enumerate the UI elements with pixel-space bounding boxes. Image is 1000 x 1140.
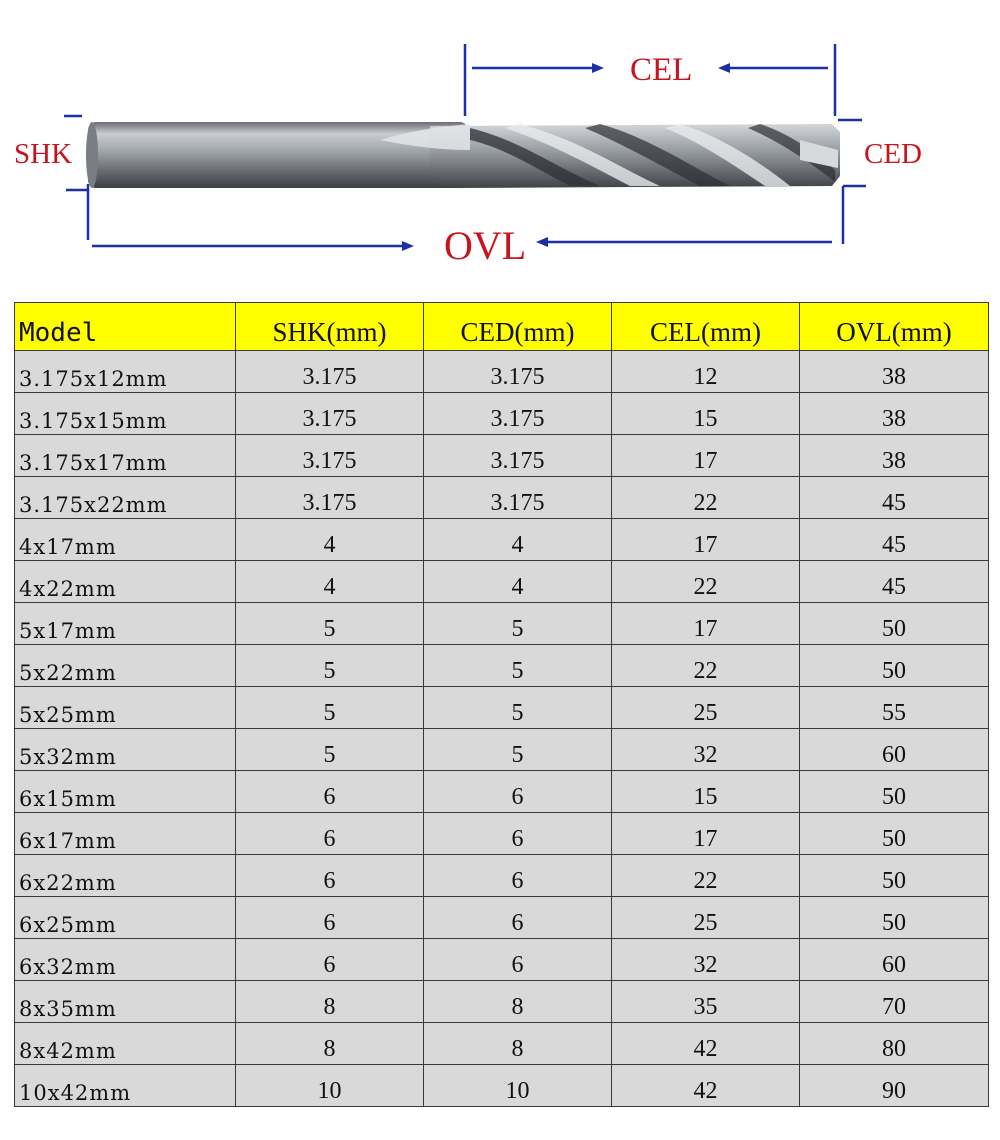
table-row xyxy=(15,1065,989,1107)
cell-shk: 4 xyxy=(236,561,424,603)
table-row xyxy=(15,897,989,939)
header-cel: CEL(mm) xyxy=(612,303,800,351)
cell-ced: 3.175 xyxy=(424,435,612,477)
cell-ovl: 50 xyxy=(800,645,989,687)
cell-shk: 6 xyxy=(236,897,424,939)
shk-label: SHK xyxy=(14,138,73,170)
cell-ced: 3.175 xyxy=(424,351,612,393)
cell-cel: 15 xyxy=(612,393,800,435)
cell-ced: 8 xyxy=(424,981,612,1023)
cell-shk: 8 xyxy=(236,981,424,1023)
header-ovl: OVL(mm) xyxy=(800,303,989,351)
cell-ovl: 70 xyxy=(800,981,989,1023)
table-row xyxy=(15,981,989,1023)
cell-ovl: 50 xyxy=(800,855,989,897)
cell-model: 6x17mm xyxy=(15,813,236,855)
cell-ced: 5 xyxy=(424,603,612,645)
cell-model: 3.175x22mm xyxy=(15,477,236,519)
cell-model: 8x42mm xyxy=(15,1023,236,1065)
cell-cel: 22 xyxy=(612,561,800,603)
cell-model: 4x22mm xyxy=(15,561,236,603)
cell-ovl: 60 xyxy=(800,939,989,981)
table-row xyxy=(15,771,989,813)
cell-ced: 8 xyxy=(424,1023,612,1065)
table-row xyxy=(15,855,989,897)
cell-ovl: 60 xyxy=(800,729,989,771)
cell-ovl: 38 xyxy=(800,393,989,435)
table-row xyxy=(15,603,989,645)
cell-cel: 15 xyxy=(612,771,800,813)
cell-ovl: 50 xyxy=(800,813,989,855)
cell-cel: 22 xyxy=(612,855,800,897)
cell-ced: 5 xyxy=(424,729,612,771)
cell-model: 6x15mm xyxy=(15,771,236,813)
cell-model: 5x17mm xyxy=(15,603,236,645)
cell-ovl: 50 xyxy=(800,771,989,813)
cell-ovl: 90 xyxy=(800,1065,989,1107)
table-row xyxy=(15,939,989,981)
tool-shank xyxy=(86,122,468,188)
cell-ced: 6 xyxy=(424,813,612,855)
table-header-row xyxy=(15,303,989,351)
cell-model: 5x25mm xyxy=(15,687,236,729)
cell-ovl: 50 xyxy=(800,603,989,645)
cell-shk: 4 xyxy=(236,519,424,561)
table-row xyxy=(15,561,989,603)
cell-cel: 42 xyxy=(612,1065,800,1107)
cell-cel: 17 xyxy=(612,519,800,561)
cell-cel: 25 xyxy=(612,687,800,729)
cell-model: 3.175x12mm xyxy=(15,351,236,393)
cell-cel: 17 xyxy=(612,603,800,645)
cell-ced: 6 xyxy=(424,771,612,813)
cell-model: 6x32mm xyxy=(15,939,236,981)
cell-ced: 5 xyxy=(424,687,612,729)
table-row xyxy=(15,729,989,771)
table-row xyxy=(15,645,989,687)
cell-shk: 6 xyxy=(236,813,424,855)
cell-ovl: 45 xyxy=(800,477,989,519)
cell-ced: 6 xyxy=(424,939,612,981)
header-model: Model xyxy=(15,303,236,351)
cell-model: 8x35mm xyxy=(15,981,236,1023)
cell-ovl: 55 xyxy=(800,687,989,729)
cell-shk: 3.175 xyxy=(236,351,424,393)
cell-shk: 5 xyxy=(236,603,424,645)
cell-cel: 22 xyxy=(612,477,800,519)
cell-shk: 5 xyxy=(236,729,424,771)
end-mill-diagram xyxy=(0,0,1000,285)
cell-ced: 6 xyxy=(424,897,612,939)
ovl-label: OVL xyxy=(444,223,527,268)
cell-shk: 3.175 xyxy=(236,393,424,435)
cell-cel: 35 xyxy=(612,981,800,1023)
cell-model: 5x22mm xyxy=(15,645,236,687)
cell-shk: 8 xyxy=(236,1023,424,1065)
header-ced: CED(mm) xyxy=(424,303,612,351)
cell-cel: 42 xyxy=(612,1023,800,1065)
table-row xyxy=(15,1023,989,1065)
cell-model: 4x17mm xyxy=(15,519,236,561)
cell-shk: 3.175 xyxy=(236,477,424,519)
table-row xyxy=(15,477,989,519)
table-row xyxy=(15,351,989,393)
cell-cel: 25 xyxy=(612,897,800,939)
cell-ovl: 38 xyxy=(800,351,989,393)
table-row xyxy=(15,435,989,477)
table-row xyxy=(15,687,989,729)
cell-ced: 3.175 xyxy=(424,393,612,435)
cell-model: 6x25mm xyxy=(15,897,236,939)
cell-ovl: 38 xyxy=(800,435,989,477)
cell-model: 10x42mm xyxy=(15,1065,236,1107)
cell-model: 6x22mm xyxy=(15,855,236,897)
cel-label: CEL xyxy=(630,52,693,88)
header-shk: SHK(mm) xyxy=(236,303,424,351)
cell-ced: 10 xyxy=(424,1065,612,1107)
cell-cel: 32 xyxy=(612,939,800,981)
cell-ced: 4 xyxy=(424,561,612,603)
cell-shk: 5 xyxy=(236,687,424,729)
cell-shk: 5 xyxy=(236,645,424,687)
table-row xyxy=(15,813,989,855)
cell-model: 3.175x15mm xyxy=(15,393,236,435)
cell-model: 5x32mm xyxy=(15,729,236,771)
cell-model: 3.175x17mm xyxy=(15,435,236,477)
cell-ced: 3.175 xyxy=(424,477,612,519)
cell-shk: 10 xyxy=(236,1065,424,1107)
cell-shk: 6 xyxy=(236,855,424,897)
cell-cel: 17 xyxy=(612,813,800,855)
cell-shk: 6 xyxy=(236,771,424,813)
cell-cel: 12 xyxy=(612,351,800,393)
table-body xyxy=(15,351,989,1107)
cell-ced: 4 xyxy=(424,519,612,561)
cell-cel: 32 xyxy=(612,729,800,771)
cell-ovl: 45 xyxy=(800,561,989,603)
cell-cel: 22 xyxy=(612,645,800,687)
cell-ovl: 50 xyxy=(800,897,989,939)
cell-ovl: 80 xyxy=(800,1023,989,1065)
table-row xyxy=(15,519,989,561)
ced-label: CED xyxy=(864,138,922,170)
cell-shk: 6 xyxy=(236,939,424,981)
spec-table xyxy=(14,302,989,1107)
table-row xyxy=(15,393,989,435)
cell-shk: 3.175 xyxy=(236,435,424,477)
tool-flutes xyxy=(380,124,840,188)
cell-ced: 6 xyxy=(424,855,612,897)
cell-cel: 17 xyxy=(612,435,800,477)
cell-ced: 5 xyxy=(424,645,612,687)
cell-ovl: 45 xyxy=(800,519,989,561)
